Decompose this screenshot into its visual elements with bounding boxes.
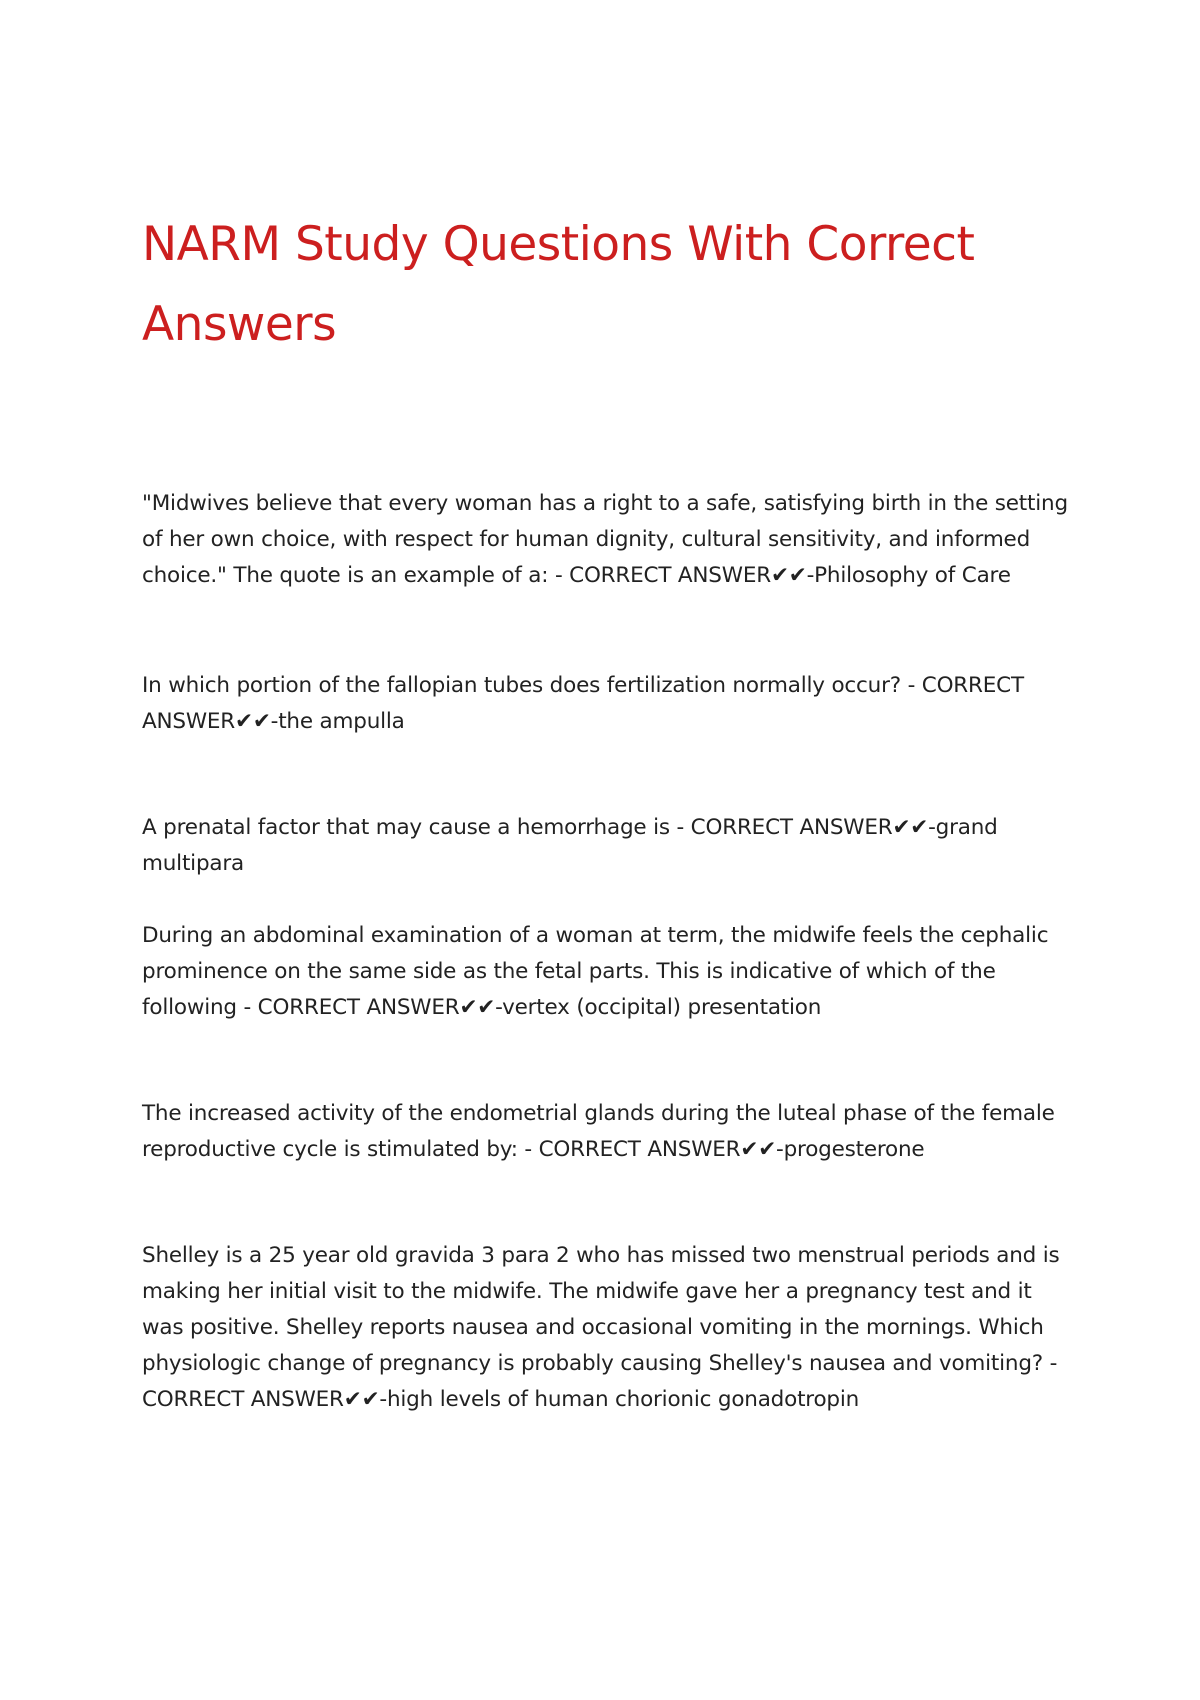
- qa-item: During an abdominal examination of a woman at term, the midwife feels the cephalic prominence on the same side as the fetal parts. This is indicative of which of the following - CORRECT ANSWER✔✔-vertex (occipital) presentation: [142, 923, 1049, 1020]
- qa-item: A prenatal factor that may cause a hemorrhage is - CORRECT ANSWER✔✔-grand multipara: [142, 815, 998, 876]
- qa-item: In which portion of the fallopian tubes does fertilization normally occur? - CORRECT ANSWER✔✔-the ampulla: [142, 673, 1024, 734]
- document-title: NARM Study Questions With Correct Answers: [142, 217, 975, 352]
- qa-item: "Midwives believe that every woman has a right to a safe, satisfying birth in the setting of her own choice, with respect for human dignity, cultural sensitivity, and informed choice." The quote is an example of a: - CORRECT ANSWER✔✔-Philosophy of Care: [142, 491, 1068, 588]
- qa-item: Shelley is a 25 year old gravida 3 para 2 who has missed two menstrual periods and is making her initial visit to the midwife. The midwife gave her a pregnancy test and it was positive. Shelley reports nausea and occasional vomiting in the mornings. Which physiologic change of pregnancy is probably causing Shelley's nausea and vomiting? - CORRECT ANSWER✔✔-high levels of human chorionic gonadotropin: [142, 1243, 1060, 1412]
- qa-item: The increased activity of the endometrial glands during the luteal phase of the female reproductive cycle is stimulated by: - CORRECT ANSWER✔✔-progesterone: [142, 1101, 1055, 1162]
